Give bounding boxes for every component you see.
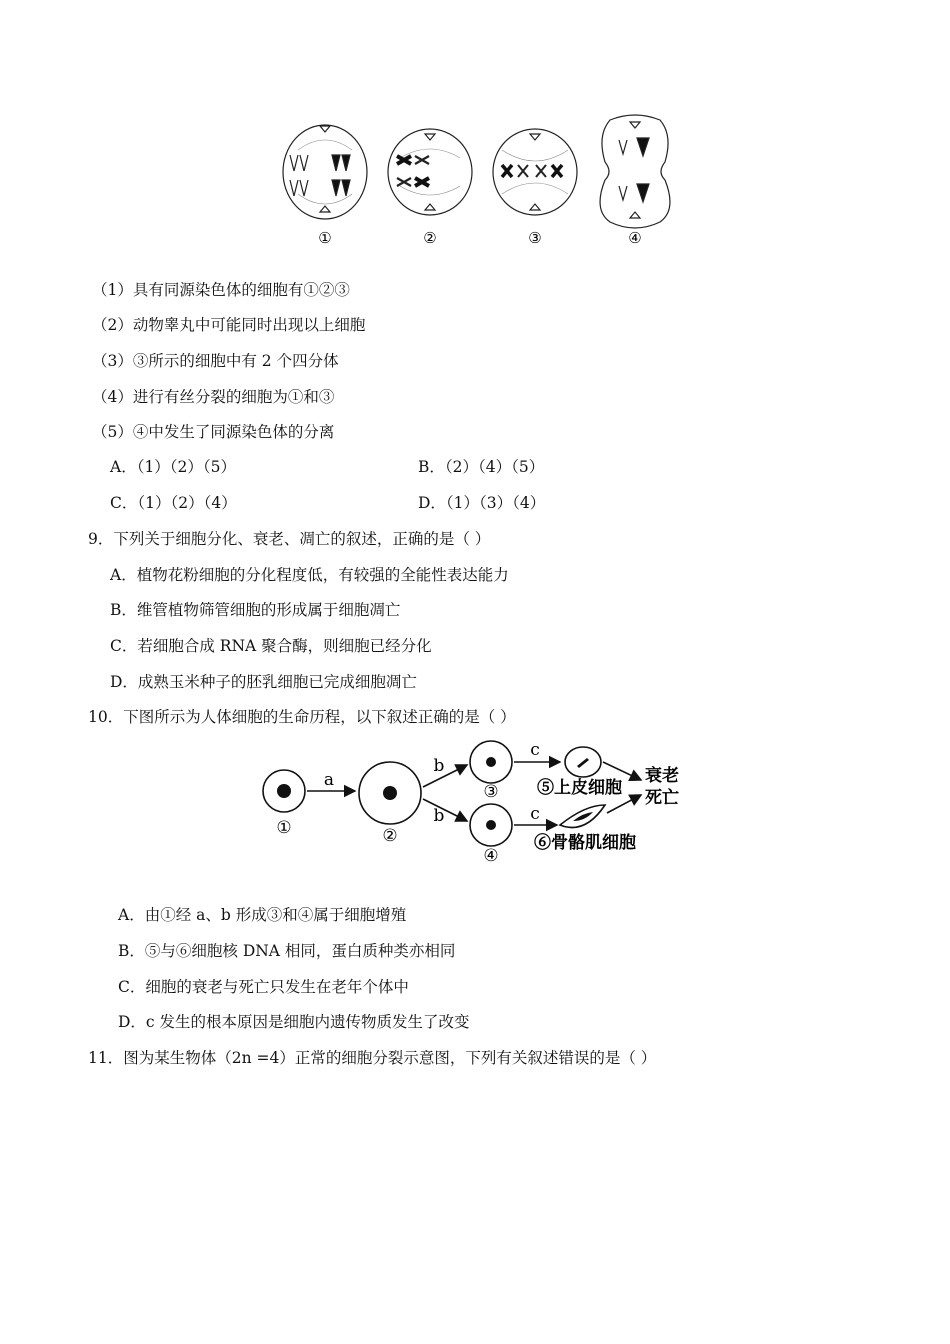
q8-option-a: A．（1）（2）（5）: [110, 458, 237, 476]
fig2-arrow-b2: b: [433, 806, 445, 826]
fig2-cell6-label: ⑥骨骼肌细胞: [534, 833, 636, 853]
q10-option-b: B．⑤与⑥细胞核 DNA 相同，蛋白质种类亦相同: [118, 942, 456, 960]
cell-1-diagram: [283, 125, 367, 219]
fig2-label-4: ④: [483, 846, 499, 866]
fig2-arrow-c1: c: [530, 740, 540, 760]
figure1-label-2: ②: [423, 229, 437, 247]
fig2-end2: 死亡: [645, 788, 679, 808]
cell-life-history-figure: [255, 735, 695, 870]
q9-option-c: C．若细胞合成 RNA 聚合酶，则细胞已经分化: [110, 637, 432, 655]
figure1-label-3: ③: [528, 229, 542, 247]
q10-option-c: C．细胞的衰老与死亡只发生在老年个体中: [118, 978, 409, 996]
statement-3: （3）③所示的细胞中有 2 个四分体: [92, 352, 339, 370]
cell-3-diagram: [493, 129, 577, 215]
statement-2: （2）动物睾丸中可能同时出现以上细胞: [92, 316, 366, 334]
q10-option-d: D．c 发生的根本原因是细胞内遗传物质发生了改变: [118, 1013, 470, 1031]
q9-option-d: D．成熟玉米种子的胚乳细胞已完成细胞凋亡: [110, 673, 417, 691]
fig2-label-1: ①: [276, 818, 292, 838]
cell-2-diagram: [388, 129, 472, 215]
q8-option-b: B．（2）（4）（5）: [418, 458, 545, 476]
q8-option-c: C．（1）（2）（4）: [110, 494, 237, 512]
statement-5: （5）④中发生了同源染色体的分离: [92, 423, 335, 441]
statement-4: （4）进行有丝分裂的细胞为①和③: [92, 388, 335, 406]
fig2-label-3: ③: [483, 782, 499, 802]
fig2-arrow-c2: c: [530, 804, 540, 824]
cell-4-diagram: [600, 115, 670, 228]
fig2-label-2: ②: [382, 826, 398, 846]
fig2-arrow-b1: b: [433, 756, 445, 776]
q10-option-a: A．由①经 a、b 形成③和④属于细胞增殖: [118, 906, 407, 924]
q9-stem: 9．下列关于细胞分化、衰老、凋亡的叙述，正确的是（ ）: [88, 530, 491, 548]
fig2-end1: 衰老: [645, 766, 679, 786]
fig2-arrow-a: a: [323, 770, 335, 790]
q10-stem: 10．下图所示为人体细胞的生命历程，以下叙述正确的是（ ）: [88, 708, 516, 726]
statement-1: （1）具有同源染色体的细胞有①②③: [92, 281, 350, 299]
figure1-label-4: ④: [628, 229, 642, 247]
fig2-cell5-label: ⑤上皮细胞: [537, 778, 622, 798]
q9-option-b: B．维管植物筛管细胞的形成属于细胞凋亡: [110, 601, 401, 619]
q9-option-a: A．植物花粉细胞的分化程度低，有较强的全能性表达能力: [110, 566, 509, 584]
q8-option-d: D．（1）（3）（4）: [418, 494, 546, 512]
cell-division-figure: [270, 110, 690, 255]
q11-stem: 11．图为某生物体（2n =4）正常的细胞分裂示意图，下列有关叙述错误的是（ ）: [88, 1049, 657, 1067]
figure1-label-1: ①: [318, 229, 332, 247]
